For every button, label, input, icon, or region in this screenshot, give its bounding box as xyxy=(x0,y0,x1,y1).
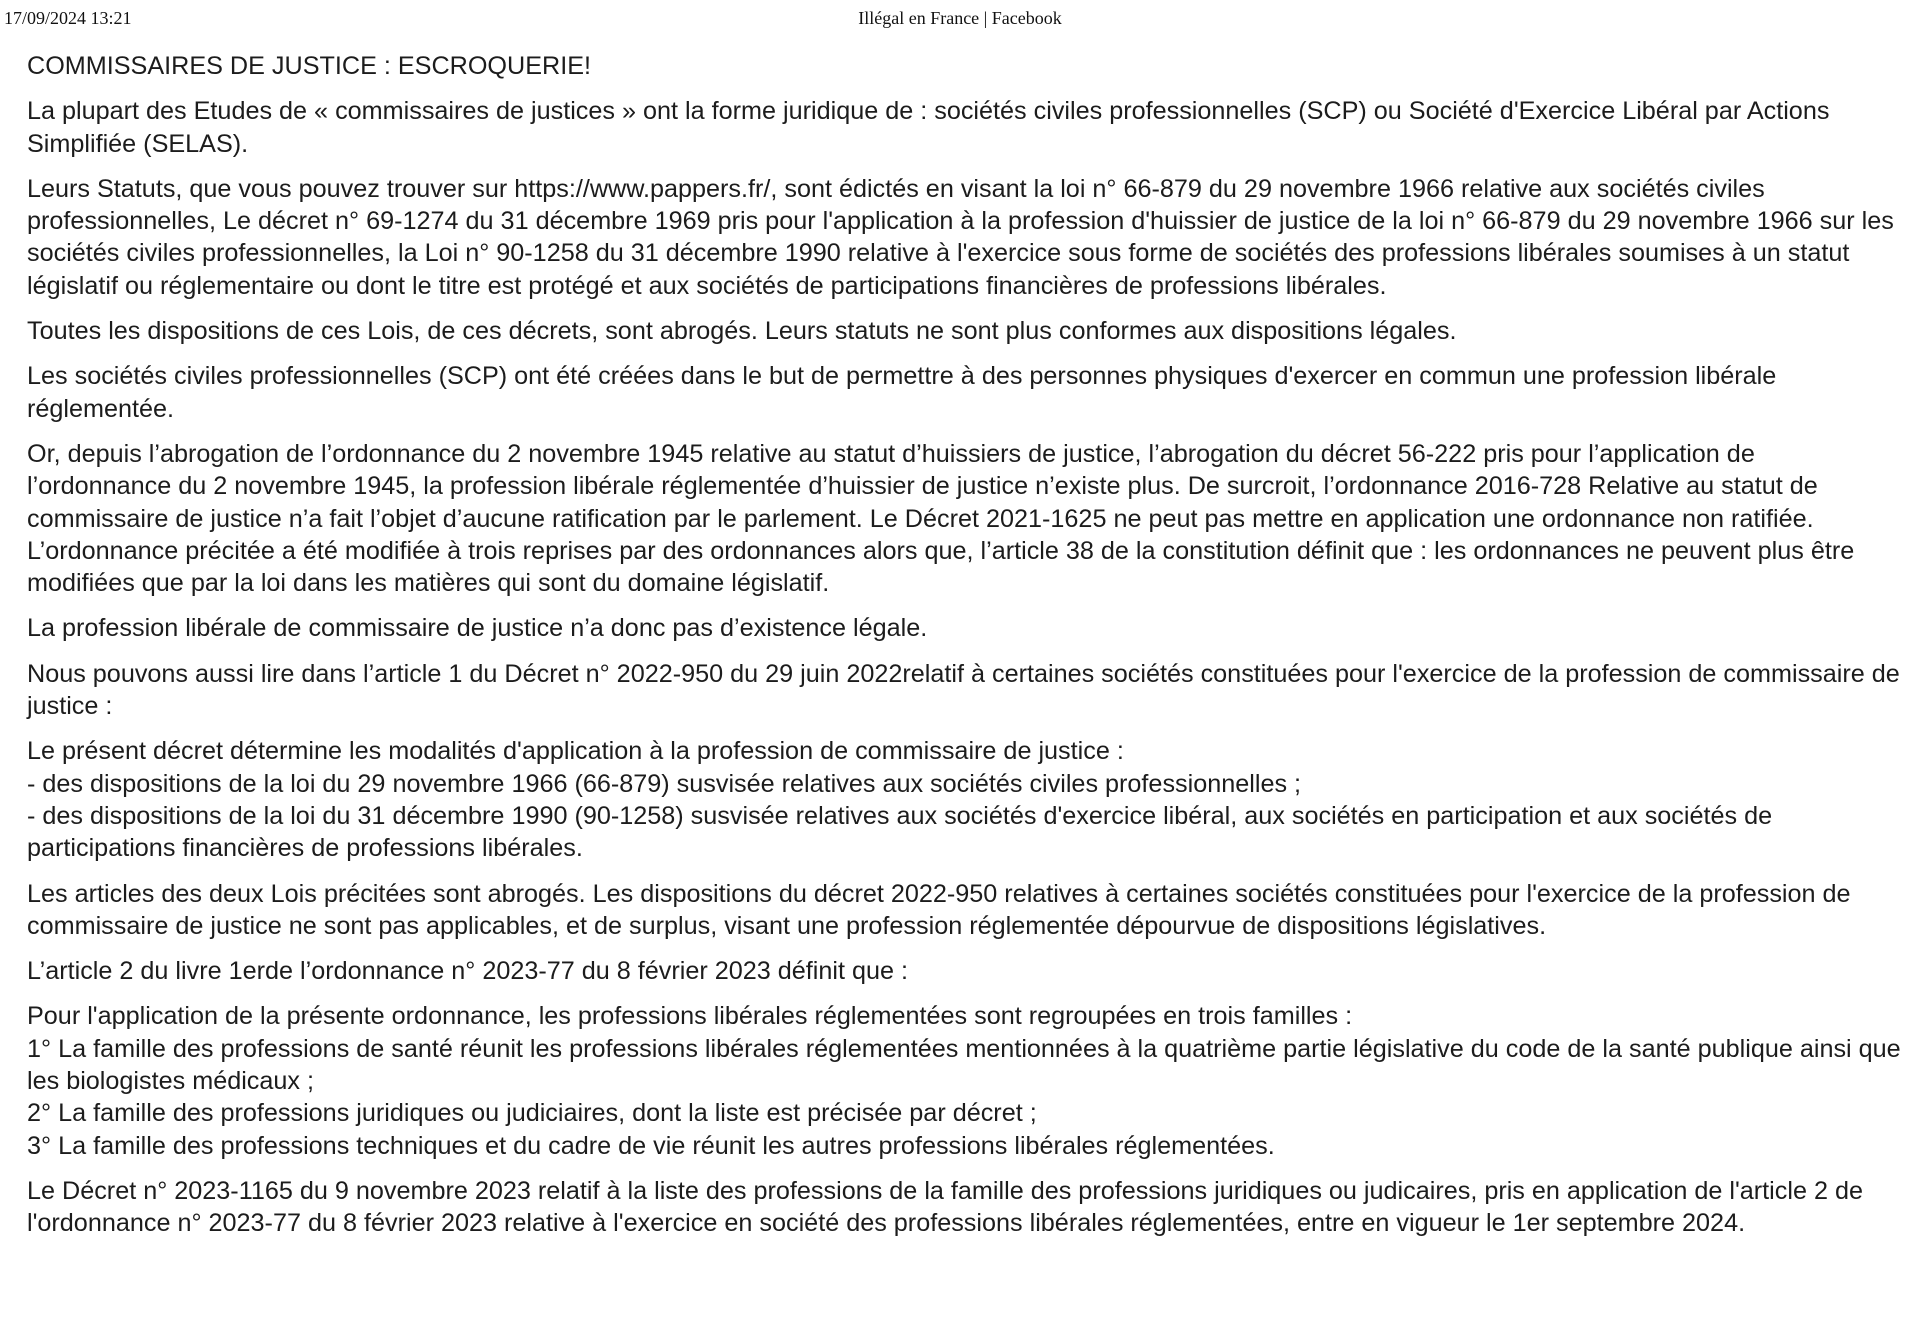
post-paragraph: Toutes les dispositions de ces Lois, de ces décrets, sont abrogés. Leurs statuts ne sont plus conformes aux dispositions légales. xyxy=(27,317,1457,346)
quote-line: Le présent décret détermine les modalités d'application à la profession de commissaire de justice : xyxy=(27,737,1124,766)
quote-line: 3° La famille des professions techniques et du cadre de vie réunit les autres professions libérales réglementées. xyxy=(27,1131,1275,1160)
page-title: Illégal en France | Facebook xyxy=(858,8,1062,28)
quote-line: 2° La famille des professions juridiques ou judiciaires, dont la liste est précisée par décret ; xyxy=(27,1099,1037,1128)
post-body xyxy=(27,50,1902,1253)
decree-quote xyxy=(27,735,1902,864)
post-paragraph: L’article 2 du livre 1erde l’ordonnance n° 2023-77 du 8 février 2023 définit que : xyxy=(27,957,909,986)
print-header xyxy=(0,0,1920,36)
post-paragraph: Nous pouvons aussi lire dans l’article 1 du Décret n° 2022-950 du 29 juin 2022relatif à certaines sociétés constituées pour l'exercice de la profession de commissaire de justice : xyxy=(27,659,1900,721)
post-paragraph: Les sociétés civiles professionnelles (SCP) ont été créées dans le but de permettre à des personnes physiques d'exercer en commun une profession libérale réglementée. xyxy=(27,362,1777,423)
print-datetime: 17/09/2024 13:21 xyxy=(4,8,132,28)
post-paragraph: Le Décret n° 2023-1165 du 9 novembre 2023 relatif à la liste des professions de la famille des professions juridiques ou judicaires, pris en application de l'article 2 de l'ordonnance n° 2023-77 du 8 février 2023 relative à l'exercice en société des professions libérales réglementées, entre en vigueur le 1er septembre 2024. xyxy=(27,1176,1863,1238)
quote-line: Pour l'application de la présente ordonnance, les professions libérales réglementées sont regroupées en trois familles : xyxy=(27,1002,1353,1031)
post-paragraph: La plupart des Etudes de « commissaires de justices » ont la forme juridique de : sociétés civiles professionnelles (SCP) ou Société d'Exercice Libéral par Actions Simplifiée (SELAS). xyxy=(27,97,1830,158)
ordinance-quote xyxy=(27,1000,1902,1161)
post-paragraph: Les articles des deux Lois précitées sont abrogés. Les dispositions du décret 2022-950 relatives à certaines sociétés constituées pour l'exercice de la profession de commissaire de justice ne sont pas applicables, et de surplus, visant une profession réglementée dépourvue de dispositions législatives. xyxy=(27,879,1851,940)
quote-line: 1° La famille des professions de santé réunit les professions libérales réglementées mentionnées à la quatrième partie législative du code de la santé publique ainsi que les biologistes médicaux ; xyxy=(27,1034,1901,1096)
post-paragraph: La profession libérale de commissaire de justice n’a donc pas d’existence légale. xyxy=(27,614,928,643)
quote-line: - des dispositions de la loi du 29 novembre 1966 (66-879) susvisée relatives aux sociétés civiles professionnelles ; xyxy=(27,769,1302,798)
quote-line: - des dispositions de la loi du 31 décembre 1990 (90-1258) susvisée relatives aux sociétés d'exercice libéral, aux sociétés en participation et aux sociétés de participations financières de professions libérales. xyxy=(27,801,1773,863)
post-paragraph: Leurs Statuts, que vous pouvez trouver sur https://www.pappers.fr/, sont édictés en visant la loi n° 66-879 du 29 novembre 1966 relative aux sociétés civiles professionnelles, Le décret n° 69-1274 du 31 décembre 1969 pris pour l'application à la profession d'huissier de justice de la loi n° 66-879 du 29 novembre 1966 sur les sociétés civiles professionnelles, la Loi n° 90-1258 du 31 décembre 1990 relative à l'exercice sous forme de sociétés des professions libérales soumises à un statut législatif ou réglementaire ou dont le titre est protégé et aux sociétés de participations financières de professions libérales. xyxy=(27,174,1894,300)
post-heading: COMMISSAIRES DE JUSTICE : ESCROQUERIE! xyxy=(27,52,592,80)
post-paragraph: Or, depuis l’abrogation de l’ordonnance du 2 novembre 1945 relative au statut d’huissiers de justice, l’abrogation du décret 56-222 pris pour l’application de l’ordonnance du 2 novembre 1945, la profession libérale réglementée d’huissier de justice n’existe plus. De surcroit, l’ordonnance 2016-728 Relative au statut de commissaire de justice n’a fait l’objet d’aucune ratification par le parlement. Le Décret 2021-1625 ne peut pas mettre en application une ordonnance non ratifiée. L’ordonnance précitée a été modifiée à trois reprises par des ordonnances alors que, l’article 38 de la constitution définit que : les ordonnances ne peuvent plus être modifiées que par la loi dans les matières qui sont du domaine législatif. xyxy=(27,439,1855,598)
